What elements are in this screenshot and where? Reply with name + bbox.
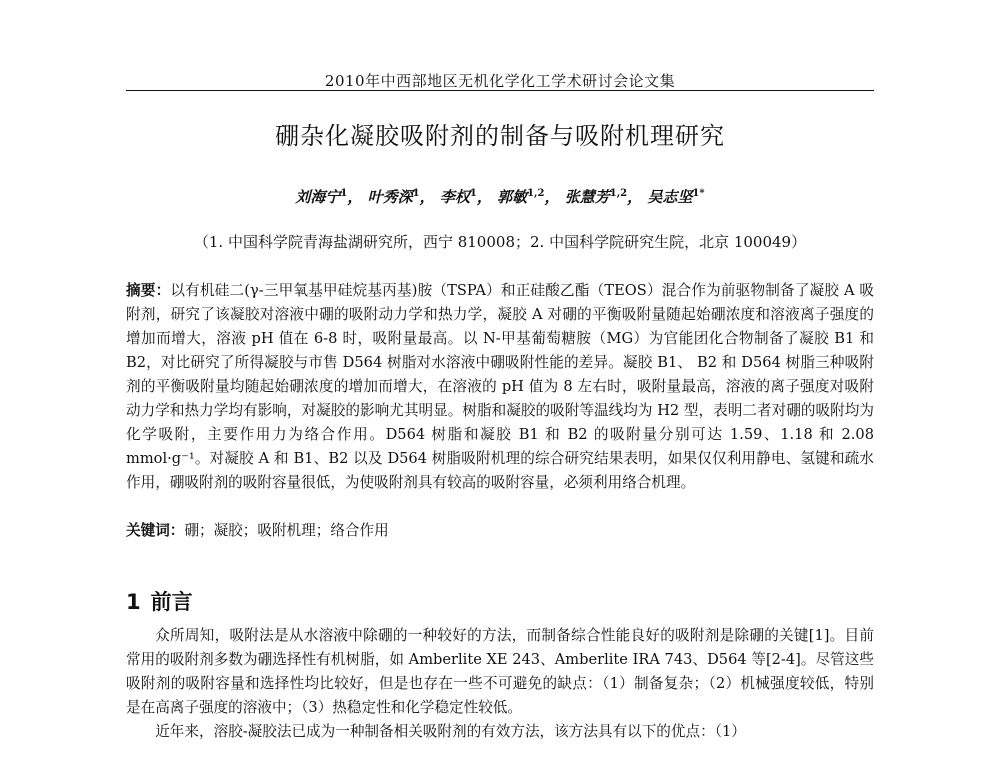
author: 郭敏$^{1,2}$ bbox=[497, 188, 545, 206]
keywords-label: 关键词： bbox=[126, 522, 185, 539]
affiliation: （1. 中国科学院青海盐湖研究所，西宁 810008；2. 中国科学院研究生院，北京 100049） bbox=[193, 233, 807, 251]
section-heading bbox=[126, 586, 874, 616]
section-number: 1 bbox=[126, 590, 141, 614]
keywords bbox=[126, 519, 874, 543]
header-rule bbox=[126, 90, 874, 91]
intro-body bbox=[126, 624, 874, 744]
author: 叶秀深$^1$ bbox=[367, 188, 420, 206]
paragraph: 近年来，溶胶-凝胶法已成为一种制备相关吸附剂的有效方法，该方法具有以下的优点：（1） bbox=[155, 723, 746, 740]
author: 吴志坚$^{1*}$ bbox=[647, 188, 705, 206]
abstract-text: 以有机硅二(γ-三甲氧基甲硅烷基丙基)胺（TSPA）和正硅酸乙酯（TEOS）混合作为前驱物制备了凝胶 A 吸附剂，研究了该凝胶对溶液中硼的吸附动力学和热力学，凝胶 A 对硼的平衡吸附量随起始硼浓度和溶液离子强度的增加而增大，溶液 pH 值在 6-8 时，吸附量最高。以 N-甲基葡萄糖胺（MG）为官能团化合物制备了凝胶 B1 和 B2，对比研究了所得凝胶与市售 D564 树脂对水溶液中硼吸附性能的差异。凝胶 B1、 B2 和 D564 树脂三种吸附剂的平衡吸附量均随起始硼浓度的增加而增大，在溶液的 pH 值为 8 左右时，吸附量最高，溶液的离子强度对吸附动力学和热力学均有影响，对凝胶的影响尤其明显。树脂和凝胶的吸附等温线均为 H2 型，表明二者对硼的吸附均为化学吸附，主要作用力为络合作用。D564 树脂和凝胶 B1 和 B2 的吸附量分别可达 1.59、1.18 和 2.08 mmol·g⁻¹。对凝胶 A 和 B1、B2 以及 D564 树脂吸附机理的综合研究结果表明，如果仅仅利用静电、氢键和疏水作用，硼吸附剂的吸附容量很低，为使吸附剂具有较高的吸附容量，必须利用络合机理。 bbox=[126, 282, 874, 491]
running-header: 2010年中西部地区无机化学化工学术研讨会论文集 bbox=[324, 72, 676, 90]
paper-title: 硼杂化凝胶吸附剂的制备与吸附机理研究 bbox=[275, 122, 725, 150]
author: 李权$^1$ bbox=[439, 188, 477, 206]
author-list: 刘海宁$^1$， 叶秀深$^1$， 李权$^1$， 郭敏$^{1,2}$， 张慧芳$^{1,2}$， 吴志坚$^{1*}$ bbox=[295, 188, 705, 206]
abstract bbox=[126, 279, 874, 495]
section-title: 前言 bbox=[150, 590, 193, 614]
author: 刘海宁$^1$ bbox=[295, 188, 348, 206]
keywords-text: 硼；凝胶；吸附机理；络合作用 bbox=[184, 522, 389, 539]
paragraph: 众所周知，吸附法是从水溶液中除硼的一种较好的方法，而制备综合性能良好的吸附剂是除硼的关键[1]。目前常用的吸附剂多数为硼选择性有机树脂，如 Amberlite XE 243、Amberlite IRA 743、D564 等[2-4]。尽管这些吸附剂的吸附容量和选择性均比较好，但是也存在一些不可避免的缺点：（1）制备复杂；（2）机械强度较低，特别是在高离子强度的溶液中；（3）热稳定性和化学稳定性较低。 bbox=[126, 627, 874, 716]
author: 张慧芳$^{1,2}$ bbox=[564, 188, 628, 206]
abstract-label: 摘要： bbox=[126, 282, 171, 299]
